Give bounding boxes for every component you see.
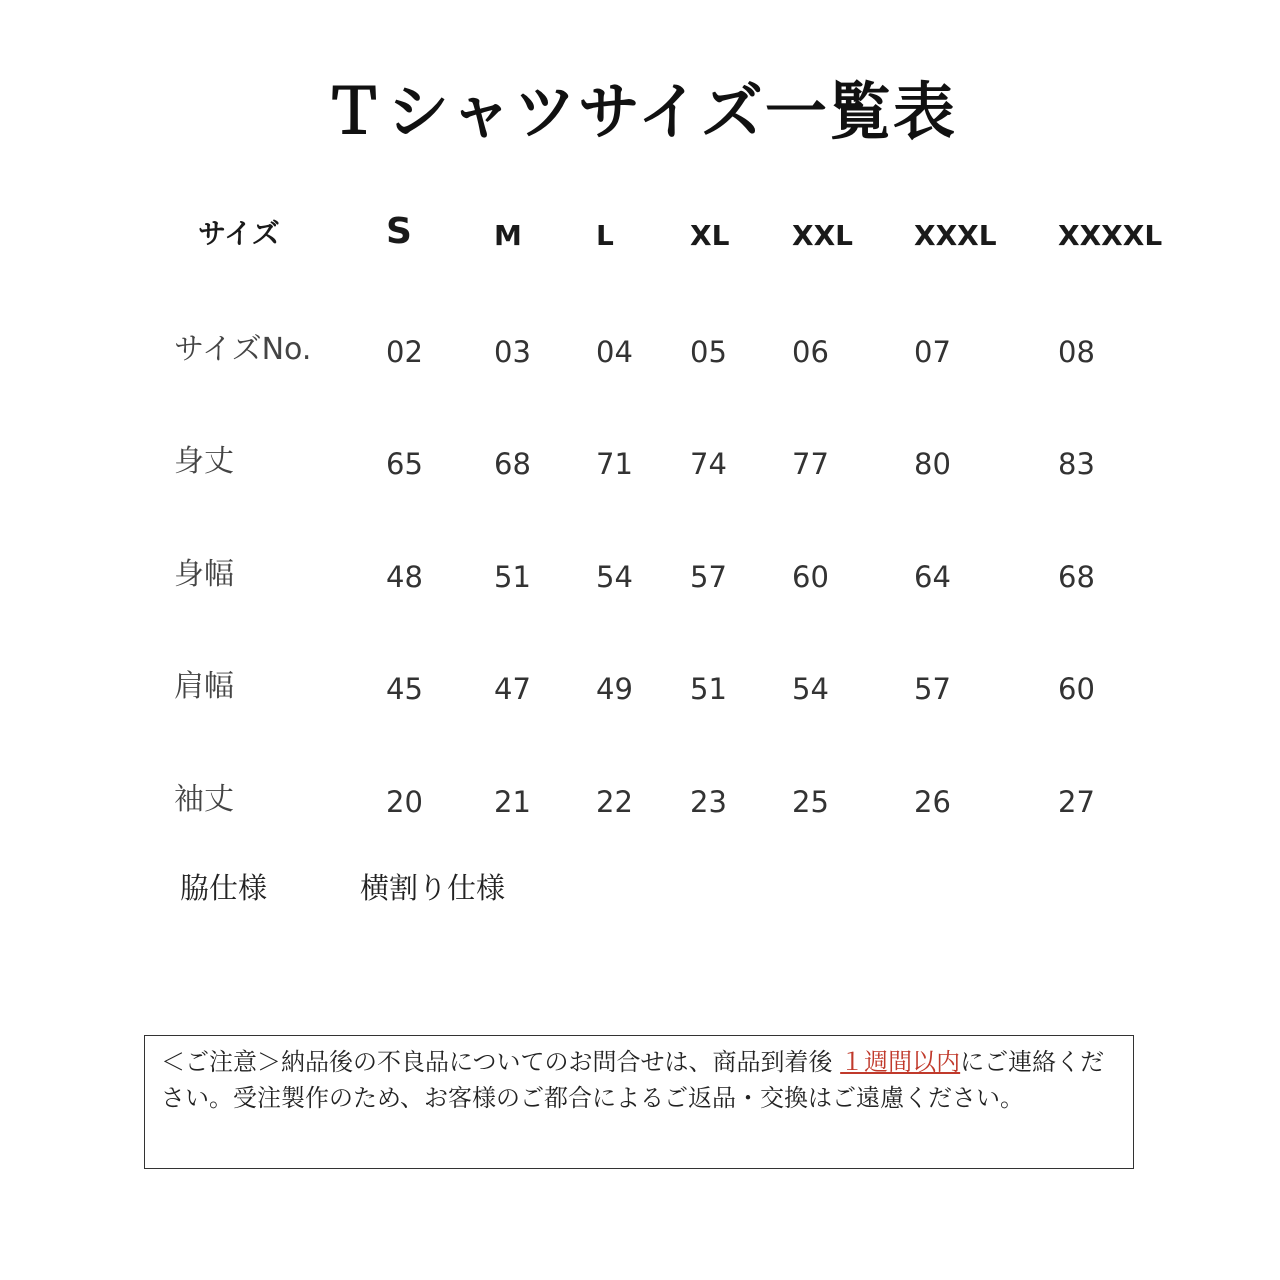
table-cell: 57: [914, 672, 951, 706]
table-cell: 06: [792, 335, 829, 369]
table-cell: 07: [914, 335, 951, 369]
table-cell: 51: [494, 560, 531, 594]
notice-text-tail: にご連絡ください。受注製作のため、お客様のご都合によるご返品・交換はご遠慮ください。: [161, 1048, 1105, 1112]
table-cell: 83: [1058, 447, 1095, 481]
table-cell: 64: [914, 560, 951, 594]
table-cell: 51: [690, 672, 727, 706]
table-cell: 71: [596, 447, 633, 481]
table-cell: 22: [596, 785, 633, 819]
table-cell: 47: [494, 672, 531, 706]
size-header-l: L: [596, 219, 614, 252]
row-label: 身丈: [174, 444, 234, 479]
row-label: 肩幅: [174, 669, 234, 704]
header-size-label: サイズ: [198, 217, 280, 250]
table-cell: 27: [1058, 785, 1095, 819]
table-cell: 60: [1058, 672, 1095, 706]
table-cell: 49: [596, 672, 633, 706]
notice-text: ＜ご注意＞納品後の不良品についてのお問合せは、商品到着後: [161, 1048, 841, 1076]
table-cell: 54: [596, 560, 633, 594]
table-cell: 74: [690, 447, 727, 481]
table-cell: 77: [792, 447, 829, 481]
table-cell: 45: [386, 672, 423, 706]
notice-box: [144, 1035, 1134, 1169]
size-header-m: M: [494, 219, 522, 252]
table-cell: 57: [690, 560, 727, 594]
table-cell: 05: [690, 335, 727, 369]
row-label: 身幅: [174, 557, 234, 592]
table-cell: 08: [1058, 335, 1095, 369]
size-header-xxl: XXL: [792, 219, 854, 252]
table-cell: 20: [386, 785, 423, 819]
table-cell: 54: [792, 672, 829, 706]
row-label: 袖丈: [174, 782, 234, 817]
table-cell: 03: [494, 335, 531, 369]
size-header-xl: XL: [690, 219, 730, 252]
table-cell: 04: [596, 335, 633, 369]
table-cell: 21: [494, 785, 531, 819]
table-cell: 02: [386, 335, 423, 369]
table-cell: 68: [494, 447, 531, 481]
side-spec-value: 横割り仕様: [360, 871, 506, 905]
table-cell: 48: [386, 560, 423, 594]
table-cell: 26: [914, 785, 951, 819]
table-cell: 60: [792, 560, 829, 594]
table-cell: 25: [792, 785, 829, 819]
page-title: Ｔシャツサイズ一覧表: [323, 75, 957, 148]
size-header-s: S: [386, 211, 412, 252]
table-cell: 80: [914, 447, 951, 481]
row-label: サイズNo.: [174, 332, 312, 367]
table-cell: 65: [386, 447, 423, 481]
side-spec-label: 脇仕様: [180, 871, 268, 905]
table-cell: 23: [690, 785, 727, 819]
size-header-xxxl: XXXL: [914, 219, 997, 252]
table-cell: 68: [1058, 560, 1095, 594]
notice-highlight: １週間以内: [840, 1048, 961, 1076]
size-header-xxxxl: XXXXL: [1058, 219, 1163, 252]
